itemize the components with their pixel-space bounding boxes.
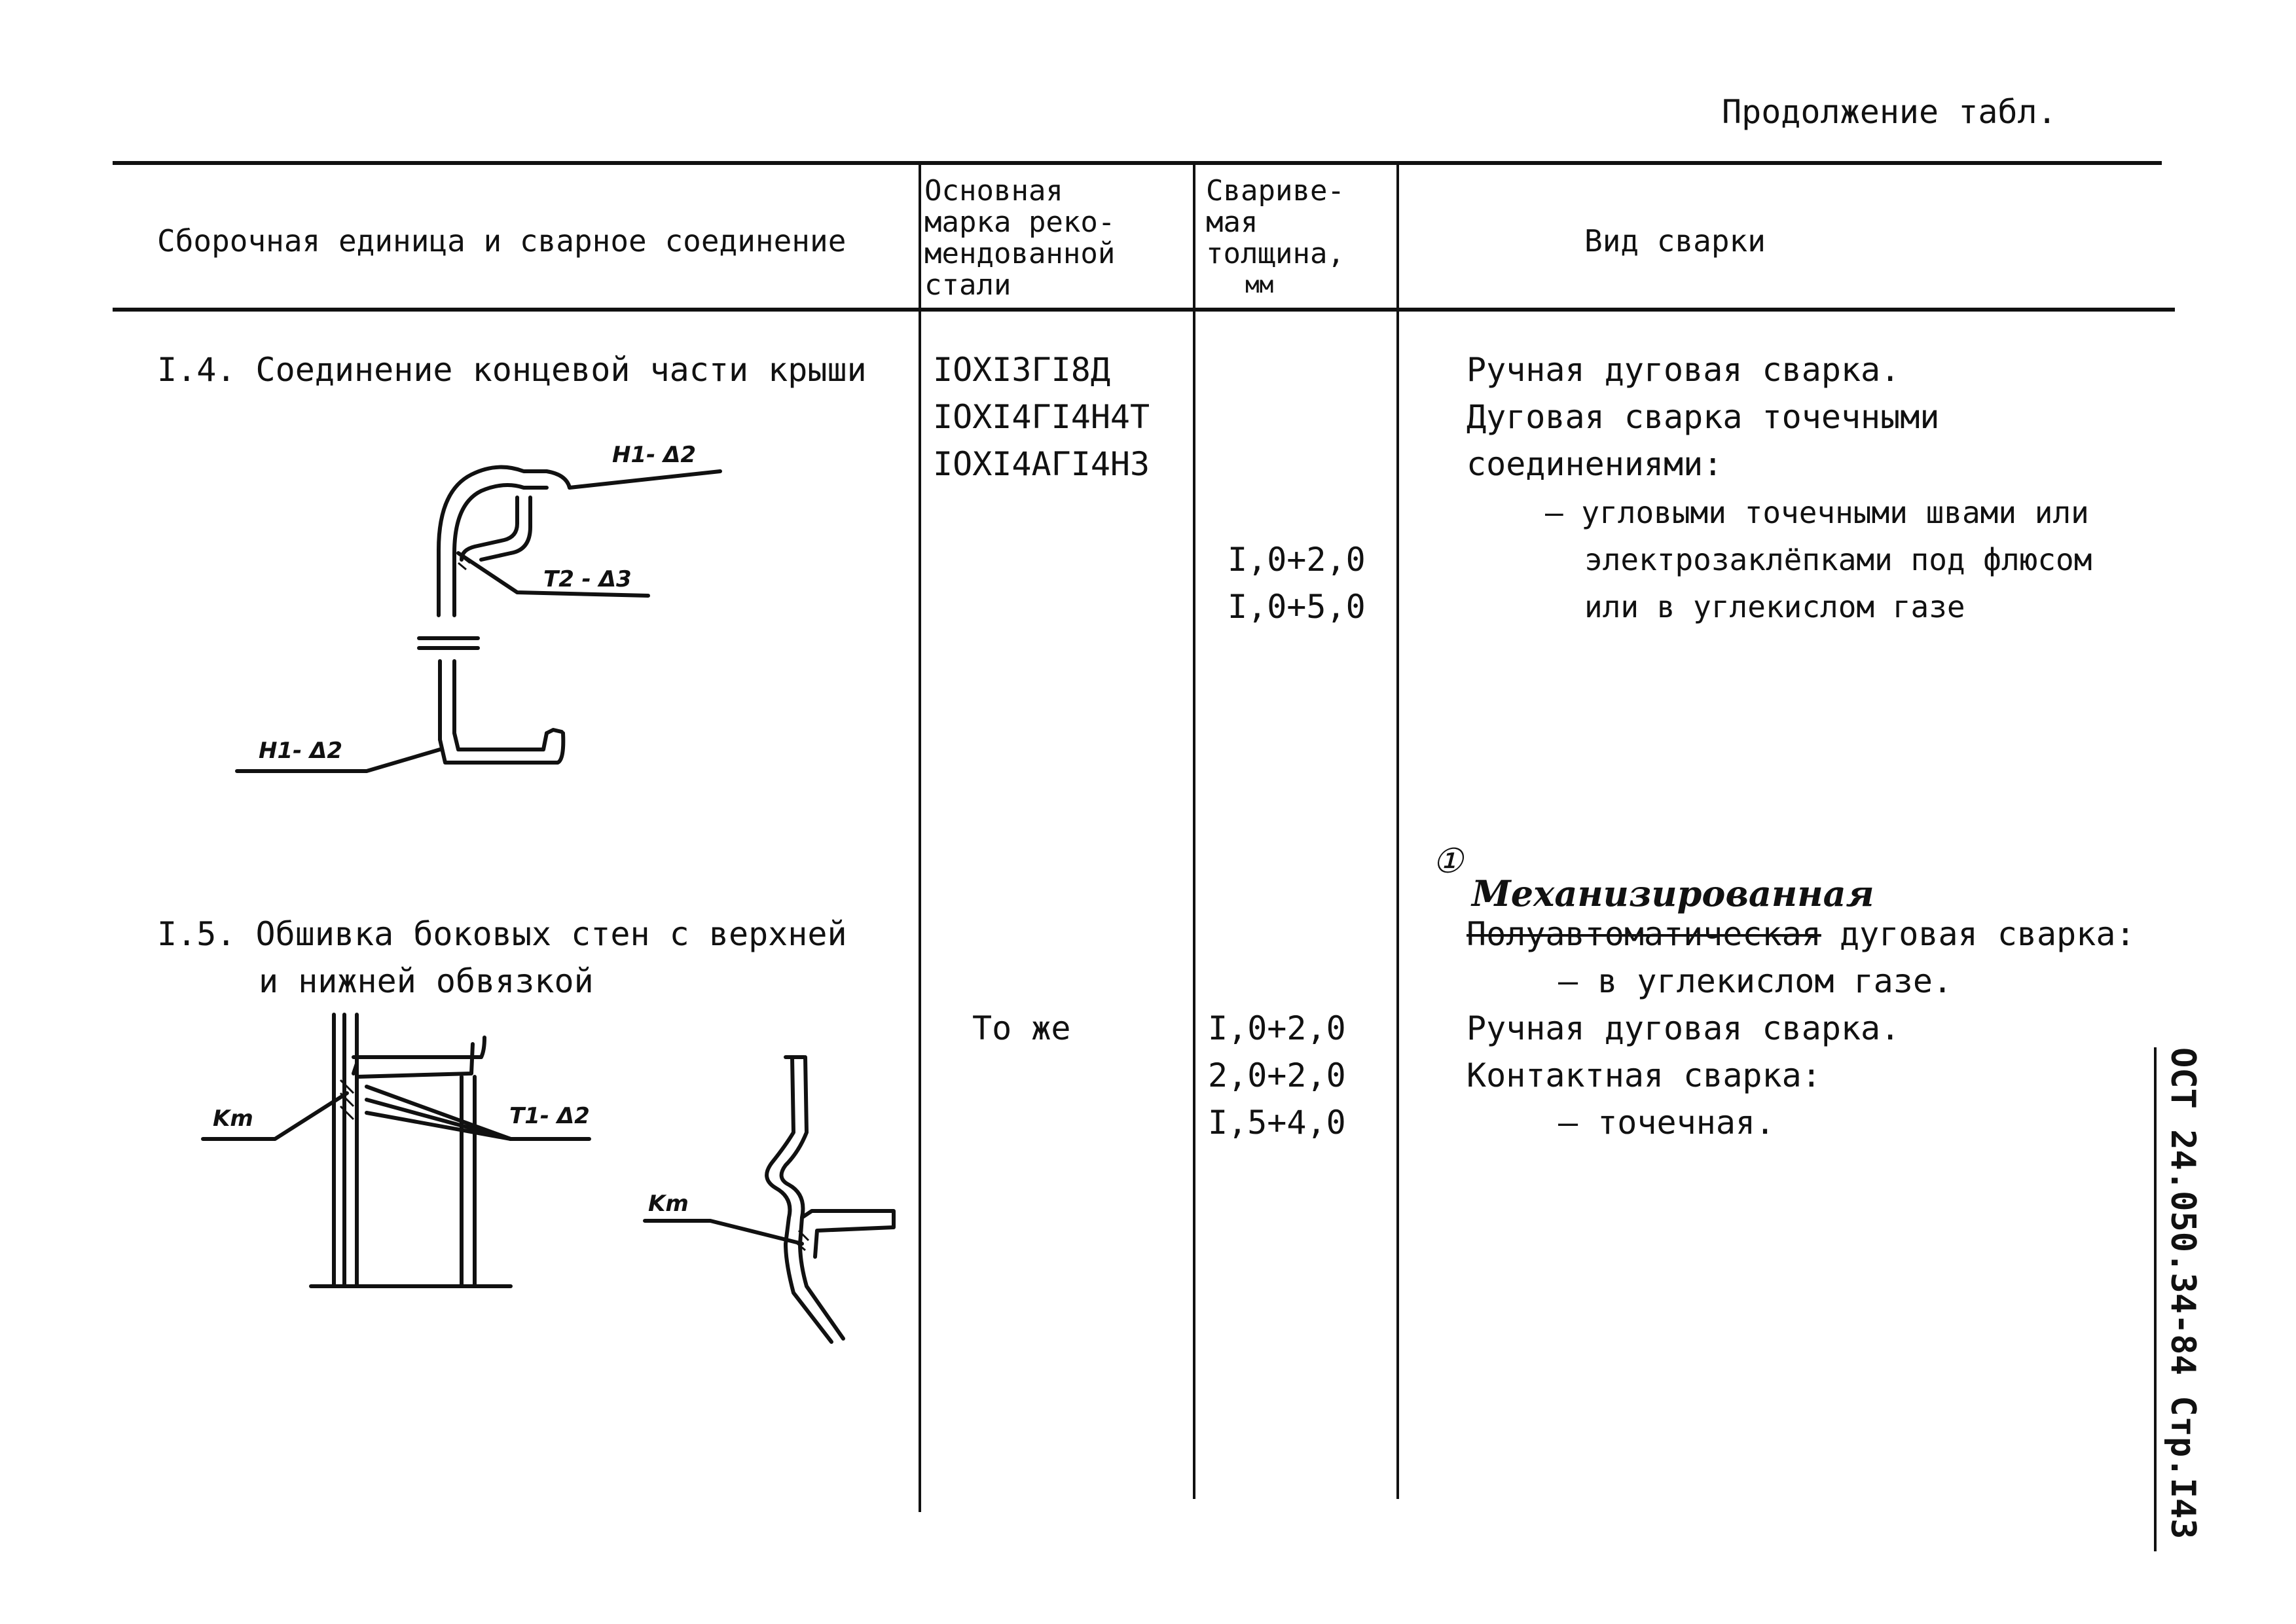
row-1-4-welding-5: электрозаклёпками под флюсом	[1584, 542, 2092, 577]
row-1-4-welding-3: соединениями:	[1467, 445, 1723, 483]
row-1-5-label-km-right: Km	[648, 1191, 689, 1217]
row-1-5-welding-3: Ручная дуговая сварка.	[1467, 1009, 1901, 1047]
row-1-5-label-km-left: Km	[213, 1106, 253, 1132]
continuation-label: Продолжение табл.	[1722, 93, 2057, 131]
row-1-5-thickness-3: I,5+4,0	[1208, 1104, 1346, 1142]
column-header-thickness: Свариве- мая толщина, мм	[1206, 174, 1345, 298]
row-1-4-thickness-2: I,0+5,0	[1228, 588, 1366, 626]
row-1-5-label-t1: T1- Δ2	[509, 1103, 590, 1129]
row-1-5-thickness-2: 2,0+2,0	[1208, 1056, 1346, 1094]
document-code: ОСТ 24.050.34-84 Стр.I43	[2163, 1047, 2202, 1540]
row-1-5-welding-4: Контактная сварка:	[1467, 1056, 1821, 1094]
row-1-4-welding-1: Ручная дуговая сварка.	[1467, 351, 1901, 389]
row-1-4-label-h1-top: H1- Δ2	[612, 442, 697, 468]
row-1-4-welding-4: – угловыми точечными швами или	[1545, 495, 2089, 530]
side-wall-frame-drawing	[203, 1015, 589, 1286]
row-1-4-welding-6: или в углекислом газе	[1584, 589, 1965, 624]
row-1-4-welding-2: Дуговая сварка точечными	[1467, 398, 1940, 436]
row-1-4-title: I.4. Соединение концевой части крыши	[157, 351, 867, 389]
row-1-4-thickness-1: I,0+2,0	[1228, 541, 1366, 579]
row-1-4-label-t2: T2 - Δ3	[543, 566, 632, 592]
row-1-4-steel-2: IOXI4ГI4H4T	[933, 398, 1150, 436]
correction-mark: ①	[1432, 842, 1463, 881]
column-header-assembly: Сборочная единица и сварное соединение	[157, 223, 847, 259]
column-header-welding-type: Вид сварки	[1584, 223, 1766, 259]
row-1-5-welding-struck: Полуавтоматическая	[1467, 915, 1821, 953]
row-1-5-title-2: и нижней обвязкой	[259, 962, 594, 1000]
row-1-4-label-h1-bottom: H1- Δ2	[259, 738, 343, 764]
row-1-5-steel-same: То же	[972, 1009, 1071, 1047]
row-1-4-steel-3: IOXI4AГI4H3	[933, 445, 1150, 483]
row-1-4-steel-1: IOXI3ГI8Д	[933, 351, 1110, 389]
column-header-steel: Основная марка реко- мендованной стали	[924, 174, 1116, 302]
correction-handwritten: Механизированная	[1472, 873, 1874, 914]
row-1-5-thickness-1: I,0+2,0	[1208, 1009, 1346, 1047]
row-1-5-welding-1: дуговая сварка:	[1840, 915, 2136, 953]
roof-end-profile-drawing	[237, 467, 720, 771]
row-1-5-title-1: I.5. Обшивка боковых стен с верхней	[157, 915, 847, 953]
row-1-5-welding-5: – точечная.	[1558, 1104, 1776, 1142]
row-1-5-welding-2: – в углекислом газе.	[1558, 962, 1953, 1000]
